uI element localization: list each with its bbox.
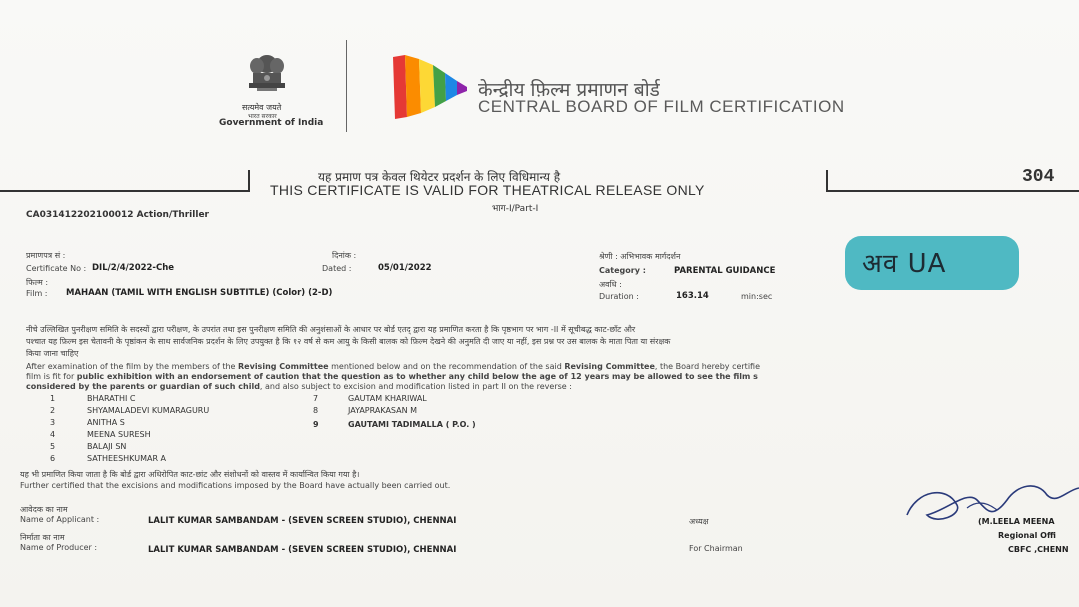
member-num: 4 [50,430,56,439]
para-en-1e: , the Board hereby certifie [654,362,760,371]
duration-label: Duration : [599,292,639,301]
para-en-1a: After examination of the film by the members of the [26,362,239,371]
cert-no-label: Certificate No : [26,264,87,273]
member-name: JAYAPRAKASAN M [348,406,418,415]
member-name: GAUTAM KHARIWAL [348,394,427,403]
member-num: 6 [50,454,56,463]
signatory-office: CBFC ,CHENN [1008,545,1069,554]
para-en-2a: film is fit for [26,372,77,381]
duration-hindi: अवधि : [599,280,622,289]
certificate-serial: 304 [1022,167,1055,187]
further-english: Further certified that the excisions and modifications imposed by the Board have actually been carried out. [20,481,451,490]
member-name: BALAJI SN [87,442,127,451]
film-value: MAHAAN (TAMIL WITH ENGLISH SUBTITLE) (Color) (2-D) [66,288,333,298]
applicant-label: Name of Applicant : [20,515,100,524]
reference-code: CA031412202100012 Action/Thriller [26,210,209,220]
board-name-hindi: केन्द्रीय फ़िल्म प्रमाणन बोर्ड [478,79,660,101]
dated-value: 05/01/2022 [378,263,432,273]
para-english-1 [26,362,760,371]
category-label: Category : [599,266,646,275]
para-en-1d: Revising Committee [564,362,655,371]
cbfc-logo-icon [383,47,473,129]
para-hindi-1: नीचे उल्लिखित पुनरीक्षण समिति के सदस्यों द्वारा परीक्षण, के उपरांत तथा इस पुनरीक्षण समिति की अनुशंसाओं के आधार पर बोर्ड एतद् द्वारा यह प्रमाणित करता है कि पृष्ठभाग पर भाग -II में सूचीबद्ध काट-छाँट और [26,325,636,334]
film-hindi: फिल्म : [26,278,49,287]
producer-label: Name of Producer : [20,543,98,552]
cert-no-value: DIL/2/4/2022-Che [92,263,175,273]
para-hindi-3: किया जाना चाहिए [26,349,79,358]
banner-line-right [826,190,1079,192]
member-num: 7 [313,394,319,403]
banner-tick-right [826,170,828,192]
para-en-2b: public exhibition with an endorsement of caution that the question as to whether any child below the age of 12 years may be allowed to see the film s [76,372,758,381]
member-num: 5 [50,442,56,451]
header-divider [346,40,347,132]
member-name: BHARATHI C [87,394,136,403]
signature [897,470,1079,540]
validity-hindi: यह प्रमाण पत्र केवल थियेटर प्रदर्शन के लिए विधिमान्य है [318,170,561,184]
producer-value: LALIT KUMAR SAMBANDAM - (SEVEN SCREEN STUDIO), CHENNAI [148,545,457,555]
para-english-3 [26,382,572,391]
govt-motto: सत्यमेव जयते [242,103,282,112]
producer-hindi: निर्माता का नाम [20,533,65,542]
govt-english-name: Government of India [219,118,324,128]
member-name: SATHEESHKUMAR A [87,454,167,463]
member-num: 9 [313,420,319,429]
member-num: 8 [313,406,319,415]
para-english-2 [26,372,758,381]
member-name: MEENA SURESH [87,430,151,439]
para-en-1c: mentioned below and on the recommendation of the said [328,362,565,371]
dated-label: Dated : [322,264,352,273]
board-name-english: CENTRAL BOARD OF FILM CERTIFICATION [478,97,845,116]
chairman-hindi: अध्यक्ष [689,517,709,526]
category-value: PARENTAL GUIDANCE [674,266,776,276]
signatory-title: Regional Offi [998,531,1056,540]
banner-line-left [0,190,248,192]
ashoka-emblem-icon [237,50,297,102]
para-en-3a: considered by the parents or guardian of such child [26,382,260,391]
further-hindi: यह भी प्रमाणित किया जाता है कि बोर्ड द्वारा अधिरोपित काट-छांट और संशोधनों को वास्तव में कार्यान्वित किया गया है। [20,470,360,479]
part-label: भाग-I/Part-I [492,204,539,214]
para-en-1b: Revising Committee [238,362,329,371]
duration-unit: min:sec [741,292,773,301]
rating-text: अव UA [862,249,947,279]
member-name: ANITHA S [87,418,125,427]
member-num: 1 [50,394,56,403]
member-name: GAUTAMI TADIMALLA ( P.O. ) [348,420,476,429]
film-label: Film : [26,289,48,298]
member-num: 2 [50,406,56,415]
dated-hindi: दिनांक : [332,251,357,260]
govt-hindi-name: भारत सरकार [248,113,277,120]
para-en-3b: , and also subject to excision and modification listed in part II on the reverse : [259,382,572,391]
member-num: 3 [50,418,56,427]
validity-english: THIS CERTIFICATE IS VALID FOR THEATRICAL RELEASE ONLY [270,182,705,198]
member-name: SHYAMALADEVI KUMARAGURU [87,406,210,415]
para-hindi-2: पश्चात यह फ़िल्म इस चेतावनी के पृष्ठांकन के साथ सार्वजनिक प्रदर्शन के लिए उपयुक्त है कि १२ वर्ष से कम आयु के किसी बालक को फ़िल्म देखने की अनुमति दी जाए या नहीं, इस प्रश्न पर उस बालक के माता पिता या संरक्षक [26,337,671,346]
cert-no-hindi: प्रमाणपत्र सं : [26,251,66,260]
banner-tick-left [248,170,250,192]
duration-value: 163.14 [676,291,709,301]
signatory-name: (M.LEELA MEENA [978,517,1055,526]
applicant-value: LALIT KUMAR SAMBANDAM - (SEVEN SCREEN STUDIO), CHENNAI [148,516,457,526]
applicant-hindi: आवेदक का नाम [20,505,68,514]
category-hindi: श्रेणी : अभिभावक मार्गदर्शन [599,252,681,261]
for-chairman: For Chairman [689,544,743,553]
